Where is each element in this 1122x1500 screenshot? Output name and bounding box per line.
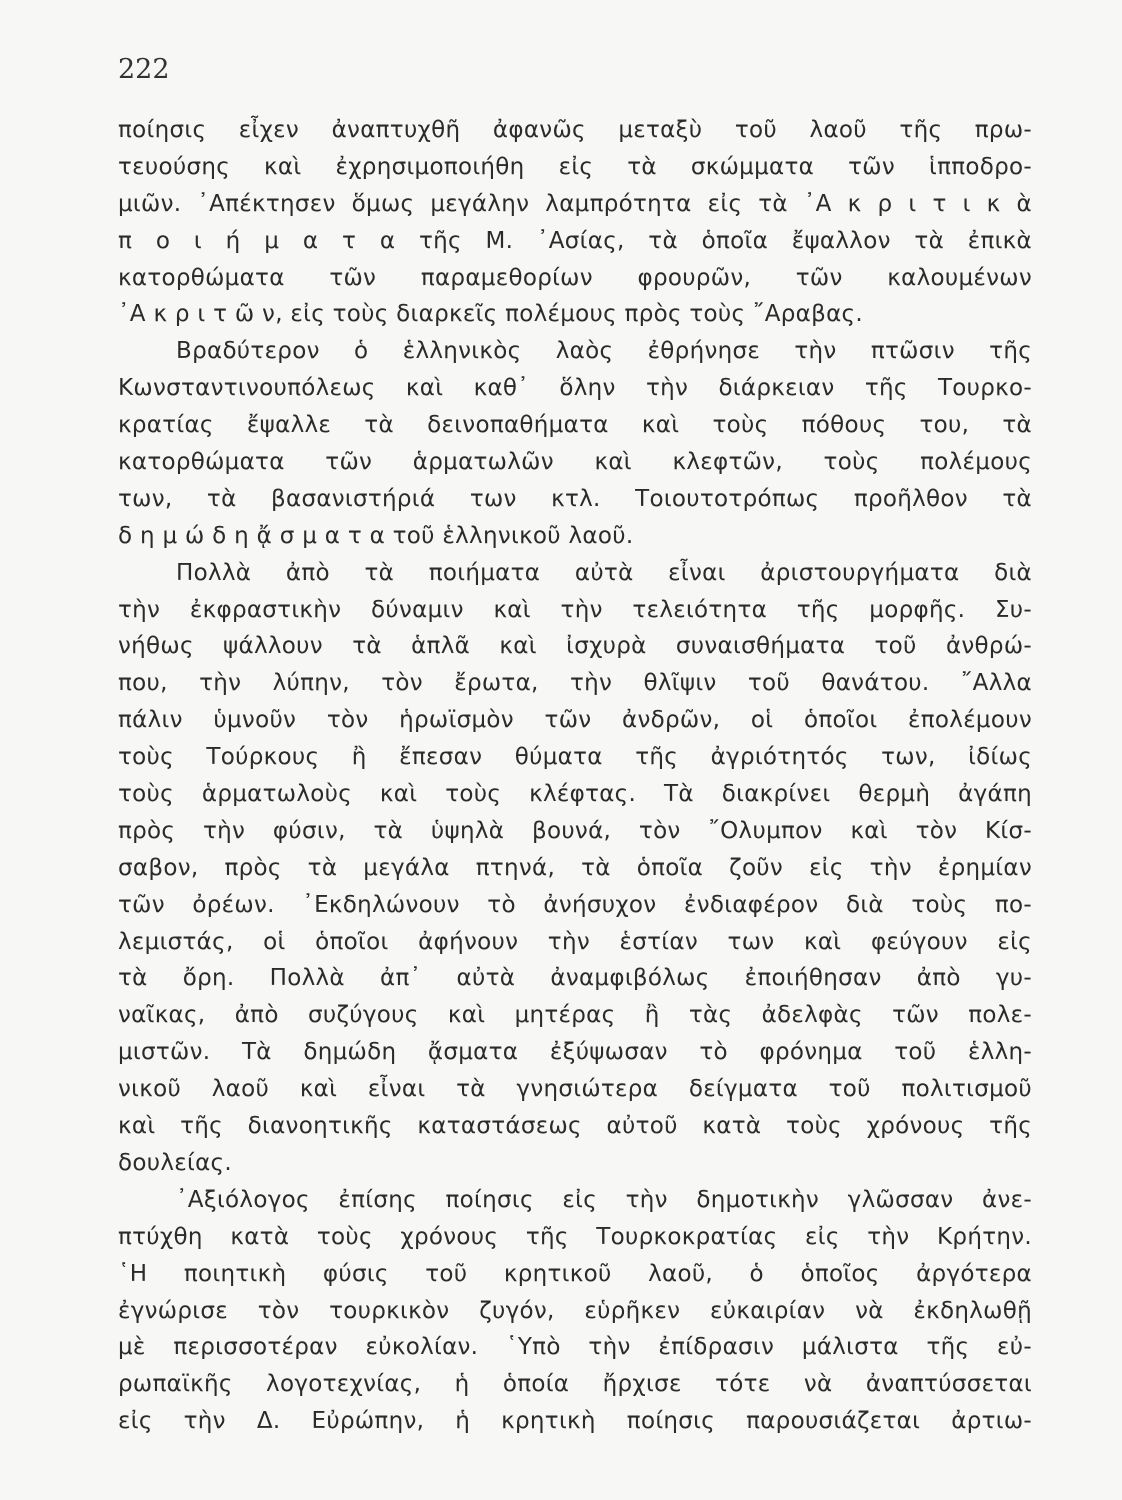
text-line: δουλείας. <box>118 1149 232 1176</box>
text-line: πρὸς τὴν φύσιν, τὰ ὑψηλὰ βουνά, τὸν ῎Ολυμπον καὶ τὸν Κίσ- <box>118 817 1032 844</box>
text-line: νικοῦ λαοῦ καὶ εἶναι τὰ γνησιώτερα δείγματα τοῦ πολιτισμοῦ <box>118 1076 1032 1103</box>
text-line: σαβον, πρὸς τὰ μεγάλα πτηνά, τὰ ὁποῖα ζοῦν εἰς τὴν ἐρημίαν <box>118 854 1032 881</box>
text-line: νήθως ψάλλουν τὰ ἁπλᾶ καὶ ἰσχυρὰ συναισθήματα τοῦ ἀνθρώ- <box>118 633 1032 660</box>
text-line: τευούσης καὶ ἐχρησιμοποιήθη εἰς τὰ σκώμματα τῶν ἱπποδρο- <box>118 153 1032 180</box>
text-line: ᾿Αξιόλογος ἐπίσης ποίησις εἰς τὴν δημοτικὴν γλῶσσαν ἀνε- <box>176 1186 1032 1213</box>
text-line: ποίησις εἶχεν ἀναπτυχθῆ ἀφανῶς μεταξὺ τοῦ λαοῦ τῆς πρω- <box>118 117 1032 143</box>
text-line: ἐγνώρισε τὸν τουρκικὸν ζυγόν, εὑρῆκεν εὐκαιρίαν νὰ ἐκδηλωθῇ <box>118 1297 1032 1324</box>
text-line: Πολλὰ ἀπὸ τὰ ποιήματα αὐτὰ εἶναι ἀριστουργήματα διὰ <box>176 559 1032 586</box>
text-line: τὴν ἐκφραστικὴν δύναμιν καὶ τὴν τελειότητα τῆς μορφῆς. Συ- <box>118 596 1032 623</box>
text-line: των, τὰ βασανιστήριά των κτλ. Τοιουτοτρόπως προῆλθον τὰ <box>118 485 1032 512</box>
text-line: πάλιν ὑμνοῦν τὸν ἡρωϊσμὸν τῶν ἀνδρῶν, οἱ ὁποῖοι ἐπολέμουν <box>118 707 1032 734</box>
body-text <box>118 112 1032 1440</box>
text-line: Κωνσταντινουπόλεως καὶ καθ᾿ ὅλην τὴν διάρκειαν τῆς Τουρκο- <box>118 375 1032 402</box>
text-line: τοὺς ἁρματωλοὺς καὶ τοὺς κλέφτας. Τὰ διακρίνει θερμὴ ἀγάπη <box>118 781 1032 808</box>
text-line: μιῶν. ᾿Απέκτησεν ὅμως μεγάλην λαμπρότητα εἰς τὰ ᾿Α κ ρ ι τ ι κ ὰ <box>118 190 1032 217</box>
page-number: 222 <box>118 54 170 85</box>
text-line: μιστῶν. Τὰ δημώδη ᾄσματα ἐξύψωσαν τὸ φρόνημα τοῦ ἑλλη- <box>118 1039 1032 1066</box>
text-line: δ η μ ώ δ η ᾄ σ μ α τ α τοῦ ἑλληνικοῦ λαοῦ. <box>118 522 634 549</box>
text-line: π ο ι ή μ α τ α τῆς Μ. ᾿Ασίας, τὰ ὁποῖα ἔψαλλον τὰ ἐπικὰ <box>118 227 1032 254</box>
text-line: πτύχθη κατὰ τοὺς χρόνους τῆς Τουρκοκρατίας εἰς τὴν Κρήτην. <box>118 1223 1032 1250</box>
text-line: μὲ περισσοτέραν εὐκολίαν. ῾Υπὸ τὴν ἐπίδρασιν μάλιστα τῆς εὐ- <box>118 1334 1032 1361</box>
text-line: καὶ τῆς διανοητικῆς καταστάσεως αὐτοῦ κατὰ τοὺς χρόνους τῆς <box>118 1113 1032 1140</box>
text-line: τοὺς Τούρκους ἢ ἔπεσαν θύματα τῆς ἀγριότητός των, ἰδίως <box>118 744 1032 771</box>
text-line: τῶν ὀρέων. ᾿Εκδηλώνουν τὸ ἀνήσυχον ἐνδιαφέρον διὰ τοὺς πο- <box>118 891 1032 918</box>
text-line: ῾Η ποιητικὴ φύσις τοῦ κρητικοῦ λαοῦ, ὁ ὁποῖος ἀργότερα <box>118 1260 1032 1287</box>
text-line: Βραδύτερον ὁ ἑλληνικὸς λαὸς ἐθρήνησε τὴν πτῶσιν τῆς <box>176 338 1032 365</box>
text-line: που, τὴν λύπην, τὸν ἔρωτα, τὴν θλῖψιν τοῦ θανάτου. ῎Αλλα <box>118 670 1032 697</box>
text-line: κατορθώματα τῶν ἁρματωλῶν καὶ κλεφτῶν, τοὺς πολέμους <box>118 449 1032 476</box>
text-line: εἰς τὴν Δ. Εὐρώπην, ἡ κρητικὴ ποίησις παρουσιάζεται ἀρτιω- <box>118 1408 1032 1435</box>
text-line: λεμιστάς, οἱ ὁποῖοι ἀφήνουν τὴν ἑστίαν των καὶ φεύγουν εἰς <box>118 928 1032 955</box>
text-line: ναῖκας, ἀπὸ συζύγους καὶ μητέρας ἢ τὰς ἀδελφὰς τῶν πολε- <box>118 1002 1032 1029</box>
text-line: τὰ ὄρη. Πολλὰ ἀπ᾿ αὐτὰ ἀναμφιβόλως ἐποιήθησαν ἀπὸ γυ- <box>118 965 1032 992</box>
text-line: κρατίας ἔψαλλε τὰ δεινοπαθήματα καὶ τοὺς πόθους του, τὰ <box>118 412 1032 439</box>
text-line: ᾿Α κ ρ ι τ ῶ ν, εἰς τοὺς διαρκεῖς πολέμους πρὸς τοὺς ῎Αραβας. <box>118 301 863 328</box>
text-line: κατορθώματα τῶν παραμεθορίων φρουρῶν, τῶν καλουμένων <box>118 264 1032 291</box>
text-line: ρωπαϊκῆς λογοτεχνίας, ἡ ὁποία ἤρχισε τότε νὰ ἀναπτύσσεται <box>118 1371 1032 1398</box>
